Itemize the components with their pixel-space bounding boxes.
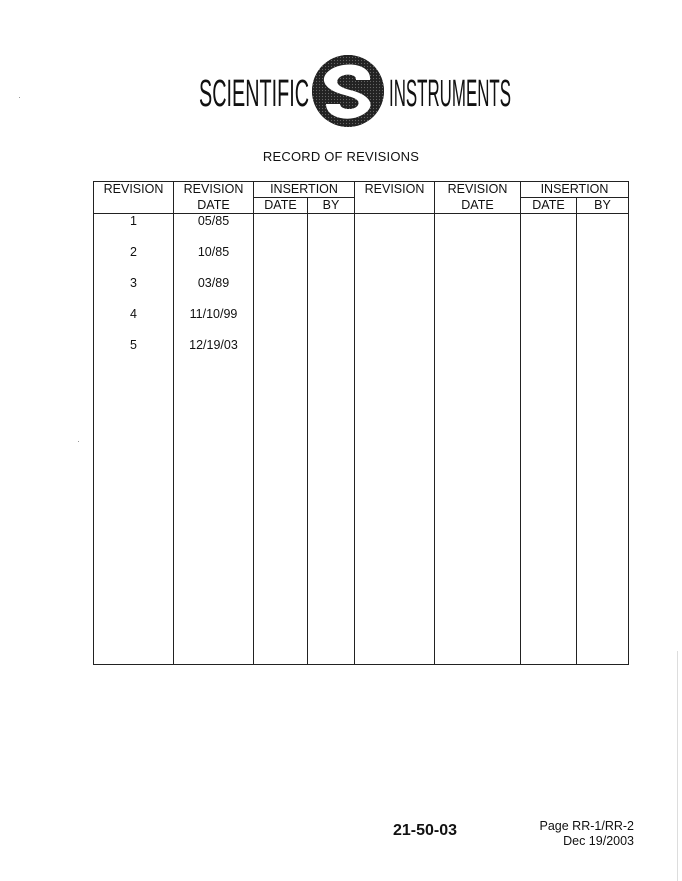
table-header-row-1 — [94, 182, 629, 198]
list-item: 11/10/99 — [189, 307, 238, 321]
scan-edge — [677, 651, 678, 881]
col-header-revision-date: REVISION — [174, 182, 254, 198]
insertion-by-column-2 — [577, 214, 629, 665]
col-header-revision-2: REVISION — [355, 182, 435, 198]
col-header-revision: REVISION — [94, 182, 174, 198]
col-header-insertion-by-2: BY — [577, 198, 629, 214]
col-header-revision-date-2: REVISION — [435, 182, 521, 198]
logo-text-left: SCIENTIFIC — [199, 73, 309, 115]
col-header-insertion-by: BY — [308, 198, 355, 214]
revision-number-column — [94, 214, 174, 665]
revisions-table — [93, 181, 629, 665]
revision-number-column-2 — [355, 214, 435, 665]
page-title: RECORD OF REVISIONS — [262, 149, 420, 164]
list-item: 3 — [130, 276, 137, 290]
list-item: 10/85 — [197, 245, 230, 259]
revision-date-column-2 — [435, 214, 521, 665]
list-item: 1 — [130, 214, 137, 228]
scan-speck — [78, 441, 79, 442]
col-header-insertion: INSERTION — [254, 182, 355, 198]
page-info — [500, 819, 634, 849]
list-item: 2 — [130, 245, 137, 259]
list-item: 05/85 — [197, 214, 230, 228]
list-item: 03/89 — [197, 276, 230, 290]
revision-date-column — [174, 214, 254, 665]
col-header-date-2: DATE — [435, 198, 521, 214]
table-body — [94, 214, 629, 665]
list-item: 4 — [130, 307, 137, 321]
table-header-row-2 — [94, 198, 629, 214]
logo-text-right: INSTRUMENTS — [389, 73, 511, 115]
scan-speck — [19, 97, 20, 98]
insertion-date-column-2 — [521, 214, 577, 665]
page-date: Dec 19/2003 — [563, 834, 634, 848]
col-header-insertion-date-2: DATE — [521, 198, 577, 214]
company-logo — [0, 50, 682, 132]
document-number: 21-50-03 — [393, 822, 458, 839]
list-item: 12/19/03 — [189, 338, 238, 352]
list-item: 5 — [130, 338, 137, 352]
col-header-date: DATE — [174, 198, 254, 214]
insertion-by-column — [308, 214, 355, 665]
page-number: Page RR-1/RR-2 — [539, 819, 634, 833]
insertion-date-column — [254, 214, 308, 665]
logo-emblem-icon — [312, 55, 384, 127]
col-header-insertion-date: DATE — [254, 198, 308, 214]
col-header-insertion-2: INSERTION — [521, 182, 629, 198]
